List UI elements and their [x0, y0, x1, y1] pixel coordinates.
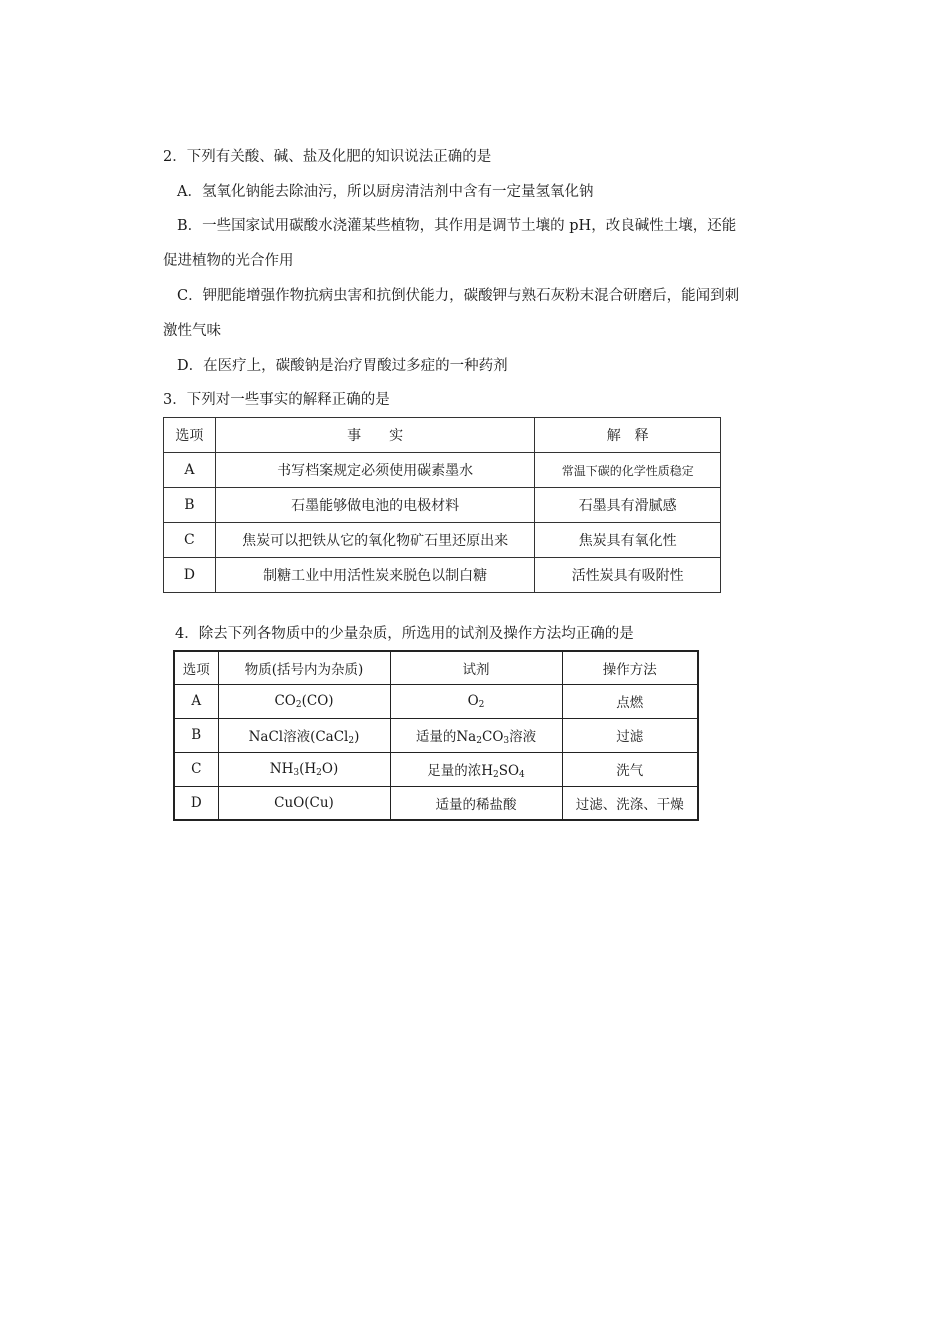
- q2-option-b-line1: B．一些国家试用碳酸水浇灌某些植物，其作用是调节土壤的 pH，改良碱性土壤，还能: [177, 218, 737, 234]
- q3-cell-option: C: [164, 523, 216, 558]
- q4-cell-substance: $NH_3(H_2O)$: [218, 752, 390, 786]
- q4-cell-method: 洗气: [562, 752, 698, 786]
- q4-cell-method: 过滤、洗涤、干燥: [562, 786, 698, 820]
- table-row: [164, 453, 721, 488]
- q4-cell-substance: $CO_2(CO)$: [218, 684, 390, 718]
- q3-cell-fact: 书写档案规定必须使用碳素墨水: [215, 453, 535, 488]
- q3-cell-explain: 活性炭具有吸附性: [535, 558, 721, 593]
- q3-cell-explain: 焦炭具有氧化性: [535, 523, 721, 558]
- q3-cell-option: D: [164, 558, 216, 593]
- q3-header-fact: 事 实: [215, 418, 535, 453]
- q4-cell-option: C: [174, 752, 218, 786]
- q3-stem: 3．下列对一些事实的解释正确的是: [163, 392, 390, 408]
- table-row: [174, 786, 698, 820]
- q2-option-a: A．氢氧化钠能去除油污，所以厨房清洁剂中含有一定量氢氧化钠: [177, 184, 594, 200]
- q4-cell-method: 过滤: [562, 718, 698, 752]
- q3-cell-fact: 石墨能够做电池的电极材料: [215, 488, 535, 523]
- table-row: [174, 752, 698, 786]
- q4-cell-reagent: 适量的稀盐酸: [390, 786, 562, 820]
- table-row: [174, 718, 698, 752]
- q4-header-row: [174, 651, 698, 684]
- q4-cell-method: 点燃: [562, 684, 698, 718]
- q4-cell-option: D: [174, 786, 218, 820]
- q4-header-substance: 物质(括号内为杂质): [218, 651, 390, 684]
- q4-cell-option: B: [174, 718, 218, 752]
- q4-cell-substance: CuO(Cu): [218, 786, 390, 820]
- q4-table: [173, 650, 699, 821]
- q3-header-explain: 解 释: [535, 418, 721, 453]
- q2-option-b-line2: 促进植物的光合作用: [163, 253, 294, 269]
- q4-stem: 4．除去下列各物质中的少量杂质，所选用的试剂及操作方法均正确的是: [175, 626, 634, 642]
- q2-option-d: D．在医疗上，碳酸钠是治疗胃酸过多症的一种药剂: [177, 358, 508, 374]
- q2-option-c-line1: C．钾肥能增强作物抗病虫害和抗倒伏能力，碳酸钾与熟石灰粉末混合研磨后，能闻到刺: [177, 288, 740, 304]
- q2-stem: 2．下列有关酸、碱、盐及化肥的知识说法正确的是: [163, 149, 492, 165]
- q4-cell-reagent: 适量的$Na_2CO_3$溶液: [390, 718, 562, 752]
- q4-header-method: 操作方法: [562, 651, 698, 684]
- q3-header-row: [164, 418, 721, 453]
- table-row: [164, 488, 721, 523]
- q4-header-reagent: 试剂: [390, 651, 562, 684]
- q4-cell-reagent: 足量的浓$H_2SO_4$: [390, 752, 562, 786]
- q4-header-option: 选项: [174, 651, 218, 684]
- table-row: [174, 684, 698, 718]
- table-row: [164, 558, 721, 593]
- q3-header-option: 选项: [164, 418, 216, 453]
- table-row: [164, 523, 721, 558]
- q3-cell-explain: 常温下碳的化学性质稳定: [535, 453, 721, 488]
- q4-cell-option: A: [174, 684, 218, 718]
- q4-cell-substance: NaCl溶液(CaCl$_2$): [218, 718, 390, 752]
- q2-option-c-line2: 激性气味: [163, 323, 221, 339]
- q3-cell-fact: 焦炭可以把铁从它的氧化物矿石里还原出来: [215, 523, 535, 558]
- q4-cell-reagent: $O_2$: [390, 684, 562, 718]
- q3-table: [163, 417, 721, 593]
- q3-cell-fact: 制糖工业中用活性炭来脱色以制白糖: [215, 558, 535, 593]
- q3-cell-option: B: [164, 488, 216, 523]
- q3-cell-explain: 石墨具有滑腻感: [535, 488, 721, 523]
- q3-cell-option: A: [164, 453, 216, 488]
